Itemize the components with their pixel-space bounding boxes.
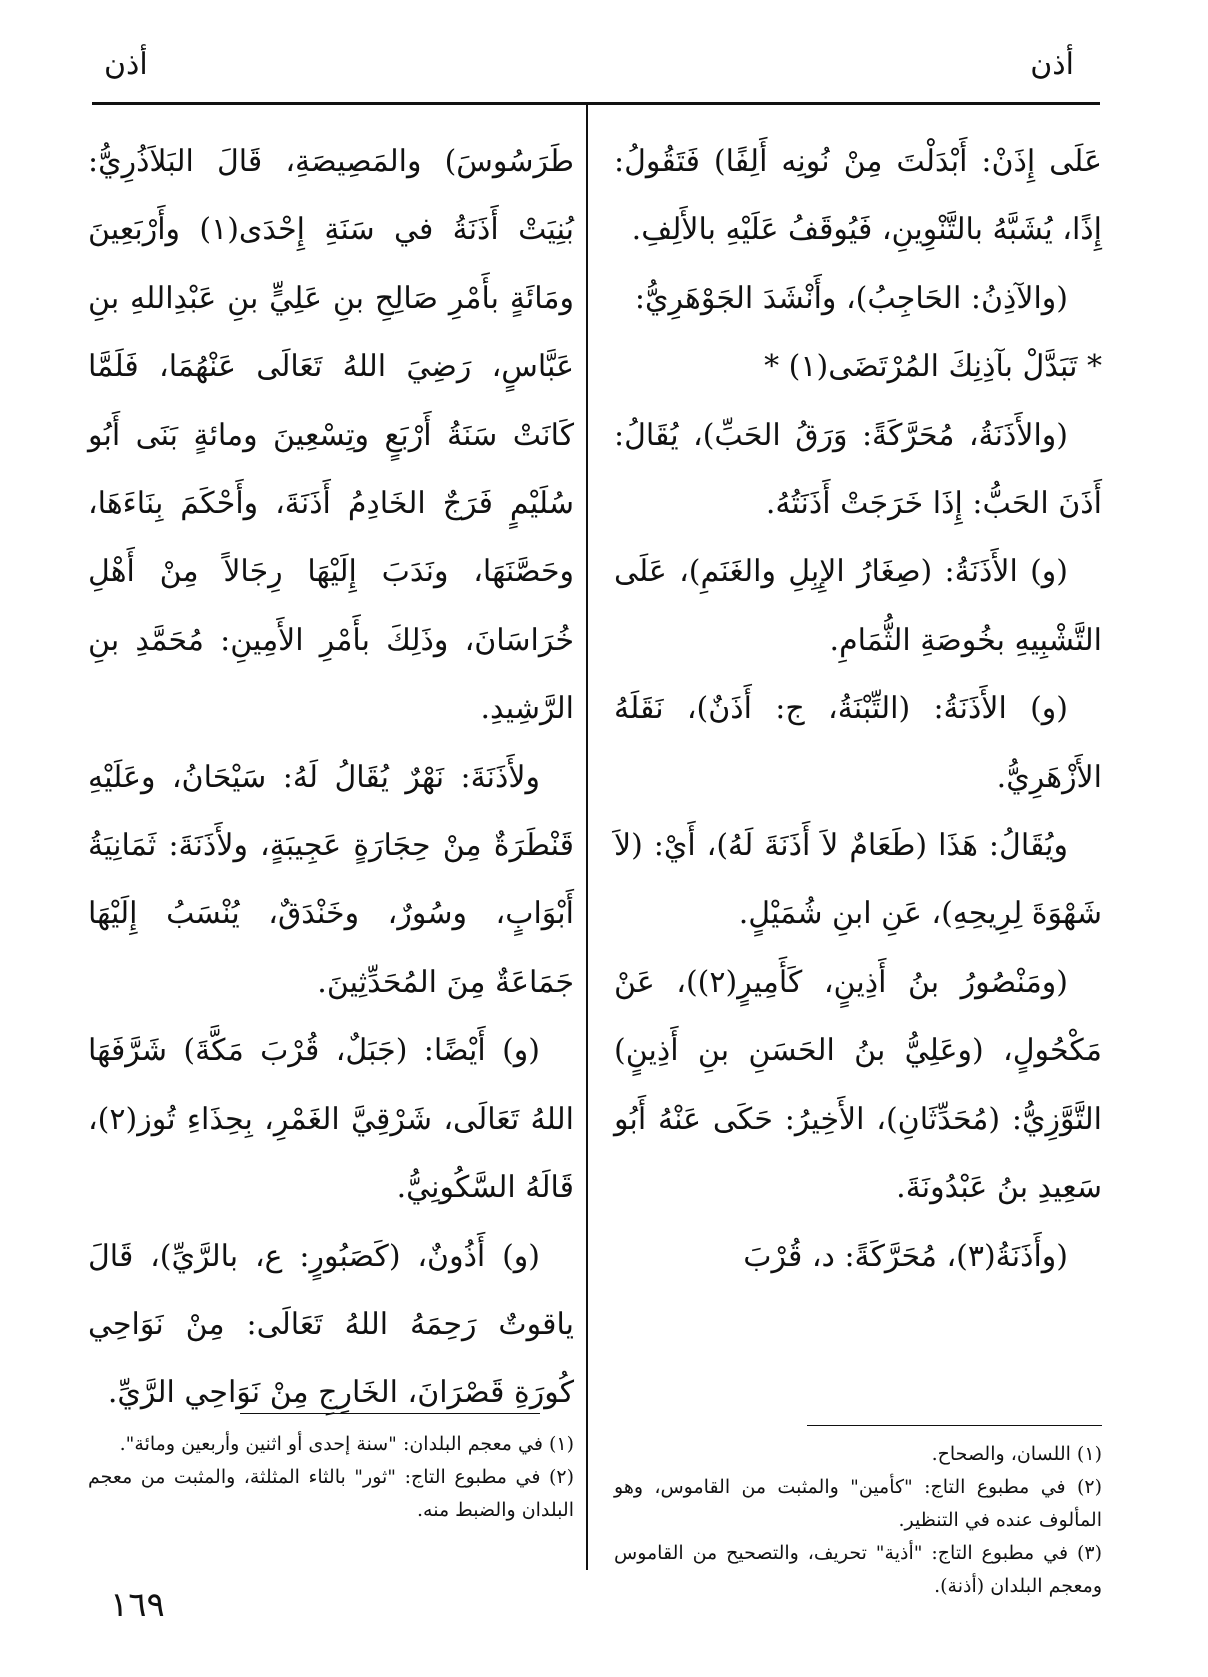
footnote: (١) في معجم البلدان: "سنة إحدى أو اثنين وأربعين ومائة". xyxy=(119,1433,574,1455)
paragraph: (و) الأَذَنَةُ: (صِغَارُ الإِبِلِ والغَنَمِ)، عَلَى التَّشْبِيهِ بخُوصَةِ الثُّمَامِ. xyxy=(614,554,1102,658)
paragraph: (و) أَيْضًا: (جَبَلٌ، قُرْبَ مَكَّةَ) شَرَّفَهَا اللهُ تَعَالَى، شَرْقِيَّ الغَمْرِ، بِحِذَاءِ تُوز(٢)، قَالَهُ السَّكُونِيُّ. xyxy=(88,1033,574,1206)
paragraph: (و) الأَذَنَةُ: (التِّبْنَةُ، ج: أَذَنٌ)، نَقَلَهُ الأَزْهَرِيُّ. xyxy=(614,691,1102,795)
footnotes-left xyxy=(88,1428,574,1527)
footnote: (١) اللسان، والصحاح. xyxy=(931,1443,1102,1465)
paragraph: ولأَذَنَةَ: نَهْرٌ يُقَالُ لَهُ: سَيْحَانُ، وعَلَيْهِ قَنْطَرَةٌ مِنْ حِجَارَةٍ عَجِيبَةٍ، ولأَذَنَةَ: ثَمَانِيَةُ أَبْوَابٍ، وسُورٌ، وخَنْدَقٌ، يُنْسَبُ إِلَيْهَا جَمَاعَةٌ مِنَ المُحَدِّثِينَ. xyxy=(88,759,574,1000)
footnote-rule-right xyxy=(807,1425,1102,1426)
page-number: ١٦٩ xyxy=(110,1585,165,1625)
paragraph: (وأَذَنَةُ(٣)، مُحَرَّكَةً: د، قُرْبَ xyxy=(743,1238,1068,1274)
footnote: (٢) في مطبوع التاج: "كأمين" والمثبت من القاموس، وهو المألوف عنده في التنظير. xyxy=(614,1476,1102,1531)
header-entry-word-left: أذن xyxy=(104,47,148,82)
column-divider xyxy=(586,104,588,1570)
paragraph: (والآذِنُ: الحَاجِبُ)، وأَنْشَدَ الجَوْهَرِيُّ: xyxy=(634,280,1068,316)
header-entry-word-right: أذن xyxy=(1030,47,1074,82)
header-rule xyxy=(92,102,1100,105)
paragraph: (و) أَذُونٌ، (كَصَبُورٍ: ع، بالرَّيِّ)، قَالَ ياقوتٌ رَحِمَهُ اللهُ تَعَالَى: مِنْ نَوَاحِي كُورَةِ قَصْرَانَ، الخَارِجِ مِنْ نَوَاحِي الرَّيِّ. xyxy=(88,1238,574,1411)
footnote: (٢) في مطبوع التاج: "ثور" بالثاء المثلثة، والمثبت من معجم البلدان والضبط منه. xyxy=(88,1466,574,1521)
right-column xyxy=(614,128,1102,1291)
footnote: (٣) في مطبوع التاج: "أذية" تحريف، والتصحيح من القاموس ومعجم البلدان (أذنة). xyxy=(614,1542,1102,1597)
paragraph: (والأَذَنَةُ، مُحَرَّكَةً: وَرَقُ الحَبِّ)، يُقَالُ: أَذَنَ الحَبُّ: إِذَا خَرَجَتْ أَذَنَتُهُ. xyxy=(614,417,1102,522)
verse-line: * تَبَدَّلْ بآذِنِكَ المُرْتَضَى(١) * xyxy=(764,349,1102,385)
footnote-rule-left xyxy=(240,1413,540,1414)
paragraph: ويُقَالُ: هَذَا (طَعَامٌ لاَ أَذَنَةَ لَهُ)، أَيْ: (لاَ شَهْوَةَ لِرِيحِهِ)، عَنِ ابنِ شُمَيْلٍ. xyxy=(614,828,1102,932)
footnotes-right xyxy=(614,1438,1102,1603)
left-column xyxy=(88,128,574,1428)
paragraph: (ومَنْصُورُ بنُ أَذِينٍ، كَأَمِيرٍ(٢))، عَنْ مَكْحُولٍ، (وعَلِيُّ بنُ الحَسَنِ بنِ أَذِينٍ) التَّوَّزِيُّ: (مُحَدِّثَانِ)، الأَخِيرُ: حَكَى عَنْهُ أَبُو سَعِيدِ بنُ عَبْدُونَةَ. xyxy=(614,964,1102,1206)
paragraph: عَلَى إِذَنْ: أَبْدَلْتَ مِنْ نُونِه أَلِفًا) فَتَقُولُ: إِذًا، يُشَبَّهُ بالتَّنْوِينِ، فَيُوقَفُ عَلَيْهِ بالأَلِفِ. xyxy=(614,144,1102,248)
paragraph: طَرَسُوسَ) والمَصِيصَةِ، قَالَ البَلاَذُرِيُّ: بُنِيَتْ أَذَنَةُ في سَنَةِ إِحْدَى(١) وأَرْبَعِينَ ومَائَةٍ بأَمْرِ صَالِحِ بنِ عَلِيٍّ بنِ عَبْدِاللهِ بنِ عَبَّاسٍ، رَضِيَ اللهُ تَعَالَى عَنْهُمَا، فَلَمَّا كَانَتْ سَنَةُ أَرْبَعٍ وتِسْعِينَ ومائةٍ بَنَى أَبُو سُلَيْمٍ فَرَجٌ الخَادِمُ أَذَنَةَ، وأَحْكَمَ بِنَاءَهَا، وحَصَّنَهَا، ونَدَبَ إِلَيْهَا رِجَالاً مِنْ أَهْلِ خُرَاسَانَ، وذَلِكَ بأَمْرِ الأَمِينِ: مُحَمَّدِ بنِ الرَّشِيدِ. xyxy=(88,144,574,727)
